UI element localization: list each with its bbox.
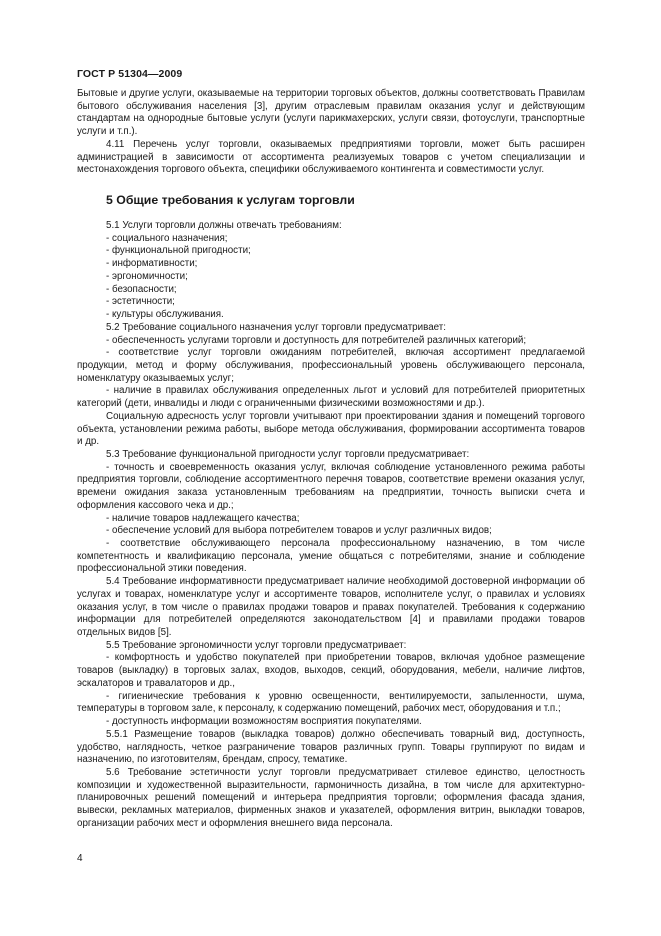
paragraph-5-5-1: 5.5.1 Размещение товаров (выкладка товаров) должно обеспечивать товарный вид, доступность, удобство, наглядность, четкое разграничение товаров различных групп. Товары группируют по видам и назначению, по изготовителям, брендам, спросу, тематике. <box>77 728 585 766</box>
paragraph-5-5: 5.5 Требование эргономичности услуг торговли предусматривает: <box>106 639 407 651</box>
page-number: 4 <box>77 853 83 864</box>
paragraph-5-1: 5.1 Услуги торговли должны отвечать требованиям: <box>106 220 342 232</box>
paragraph-5-6: 5.6 Требование эстетичности услуг торговли предусматривает стилевое единство, целостность композиции и художественной выразительности, гармоничность дизайна, в том числе для архитектурно-планировочных решений помещений и интерьера предприятия торговли; оформления фасада здания, вывески, рекламных материалов, фирменных знаков и указателей, оформления витрин, выкладки товаров, организации рабочих мест и оформления внешнего вида персонала. <box>77 766 585 829</box>
list-item: - гигиенические требования к уровню освещенности, вентилируемости, запыленности, шума, температуры в торговом зале, к персоналу, к содержанию помещений, рабочих мест, оборудования и т.п.; <box>77 690 585 715</box>
list-item: - эстетичности; <box>106 296 175 308</box>
list-item: - комфортность и удобство покупателей при приобретении товаров, включая удобное размещение товаров (выкладку) в торговых залах, входов, выходов, секций, оборудования, мебели, наличие лифтов, эскалаторов и травалаторов и др., <box>77 652 585 689</box>
list-item: - социального назначения; <box>106 232 228 244</box>
section-title: 5 Общие требования к услугам торговли <box>106 193 355 208</box>
list-item: - наличие товаров надлежащего качества; <box>106 512 300 524</box>
list-item: - наличие в правилах обслуживания определенных льгот и условий для потребителей приоритетных категорий (дети, инвалиды и люди с ограниченными физическими возможностями и др.). <box>77 385 585 410</box>
list-item: - обеспеченность услугами торговли и доступность для потребителей различных категорий; <box>106 334 527 346</box>
list-item: - обеспечение условий для выбора потребителем товаров и услуг различных видов; <box>106 525 492 537</box>
document-body <box>77 88 585 831</box>
list-item: - эргономичности; <box>106 270 188 282</box>
list-item: - безопасности; <box>106 283 177 295</box>
paragraph-4-11: 4.11 Перечень услуг торговли, оказываемых предприятиями торговли, может быть расширен администрацией в зависимости от ассортимента реализуемых товаров с учетом специализации и местонахождения торгового объекта, специфики обслуживаемого контингента и совместимости услуг. <box>77 138 585 176</box>
list-item: - функциональной пригодности; <box>106 245 251 257</box>
document-header: ГОСТ Р 51304—2009 <box>77 68 183 80</box>
paragraph-5-4: 5.4 Требование информативности предусматривает наличие необходимой достоверной информации об услугах и товарах, номенклатуре услуг и ассортименте товаров, исполнителе услуг, о правилах и условиях оказания услуг, в том числе о правилах продажи товаров и правах покупателей. Требования к содержанию информации для потребителей определяются законодательством [4] и правилами продажи товаров отдельных видов [5]. <box>77 576 585 639</box>
paragraph-services-continued: Бытовые и другие услуги, оказываемые на территории торговых объектов, должны соответствовать Правилам бытового обслуживания населения [3], другим отраслевым правилам оказания услуг и действующим стандартам на однородные бытовые услуги (услуги парикмахерских, услуги связи, фотоуслуги, транспортные услуги и т.п.). <box>77 88 585 138</box>
list-item: - соответствие обслуживающего персонала профессиональному назначению, в том числе компетентность и квалификацию персонала, умение общаться с потребителями, знание и соблюдение профессиональной этики поведения. <box>77 538 585 575</box>
list-item: - культуры обслуживания. <box>106 309 224 321</box>
paragraph-5-2: 5.2 Требование социального назначения услуг торговли предусматривает: <box>106 321 446 333</box>
list-item: - соответствие услуг торговли ожиданиям потребителей, включая ассортимент предлагаемой продукции, метод и форму обслуживания, профессиональный уровень обслуживающего персонала, номенклатуру оказываемых услуг; <box>77 347 585 384</box>
paragraph-5-2-note: Социальную адресность услуг торговли учитывают при проектировании здания и помещений торгового объекта, установлении режима работы, выборе метода обслуживания, формировании ассортимента товаров и др. <box>77 410 585 448</box>
list-item: - доступность информации возможностям восприятия покупателями. <box>106 716 422 728</box>
list-item: - информативности; <box>106 258 198 270</box>
list-item: - точность и своевременность оказания услуг, включая соблюдение установленного режима работы предприятия торговли, соблюдение ассортиментного перечня товаров, соответствие времени оказания услуг, времени ожидания заказа установленным требованиям на предприятии, точность выписки счета и оформления кассового чека и др.; <box>77 461 585 511</box>
paragraph-5-3: 5.3 Требование функциональной пригодности услуг торговли предусматривает: <box>106 448 470 460</box>
